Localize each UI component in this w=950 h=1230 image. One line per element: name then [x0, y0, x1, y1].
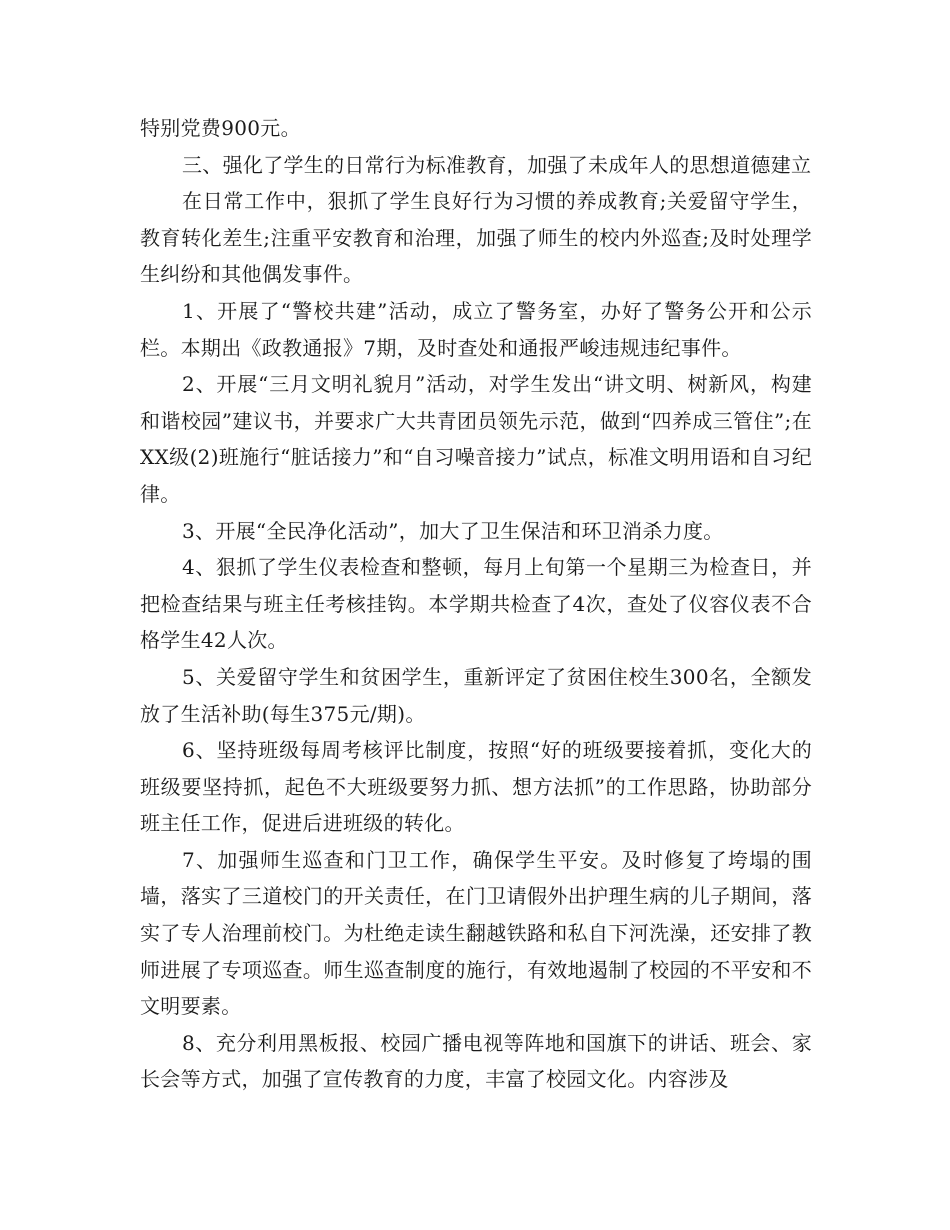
- list-item: 5、关爱留守学生和贫困学生，重新评定了贫困住校生300名，全额发放了生活补助(每生375元/期)。: [140, 664, 812, 726]
- list-item: 8、充分利用黑板报、校园广播电视等阵地和国旗下的讲话、班会、家长会等方式，加强了宣传教育的力度，丰富了校园文化。内容涉及: [140, 1030, 812, 1092]
- list-item: 7、加强师生巡查和门卫工作，确保学生平安。及时修复了垮塌的围墙，落实了三道校门的开关责任，在门卫请假外出护理生病的儿子期间，落实了专人治理前校门。为杜绝走读生翻越铁路和私自下河洗澡，还安排了教师进展了专项巡查。师生巡查制度的施行，有效地遏制了校园的不平安和不文明要素。: [140, 847, 812, 1019]
- document-page: [140, 110, 812, 1098]
- list-item: 3、开展“全民净化活动”，加大了卫生保洁和环卫消杀力度。: [182, 518, 724, 543]
- list-item: 1、开展了“警校共建”活动，成立了警务室，办好了警务公开和公示栏。本期出《政教通报》7期，及时查处和通报严峻违规违纪事件。: [140, 298, 812, 360]
- list-item: 4、狠抓了学生仪表检查和整顿，每月上旬第一个星期三为检查日，并把检查结果与班主任考核挂钩。本学期共检查了4次，查处了仪容仪表不合格学生42人次。: [140, 555, 812, 653]
- list-item: 2、开展“三月文明礼貌月”活动，对学生发出“讲文明、树新风，构建和谐校园”建议书，并要求广大共青团员领先示范，做到“四养成三管住”;在XX级(2)班施行“脏话接力”和“自习噪音接力”试点，标准文明用语和自习纪律。: [140, 372, 812, 506]
- paragraph: 在日常工作中，狠抓了学生良好行为习惯的养成教育;关爱留守学生，教育转化差生;注重平安教育和治理，加强了师生的校内外巡查;及时处理学生纠纷和其他偶发事件。: [140, 189, 812, 287]
- section-heading: 三、强化了学生的日常行为标准教育，加强了未成年人的思想道德建立: [182, 152, 812, 177]
- paragraph: 特别党费900元。: [140, 116, 301, 140]
- list-item: 6、坚持班级每周考核评比制度，按照“好的班级要接着抓，变化大的班级要坚持抓，起色不大班级要努力抓、想方法抓”的工作思路，协助部分班主任工作，促进后进班级的转化。: [140, 738, 812, 836]
